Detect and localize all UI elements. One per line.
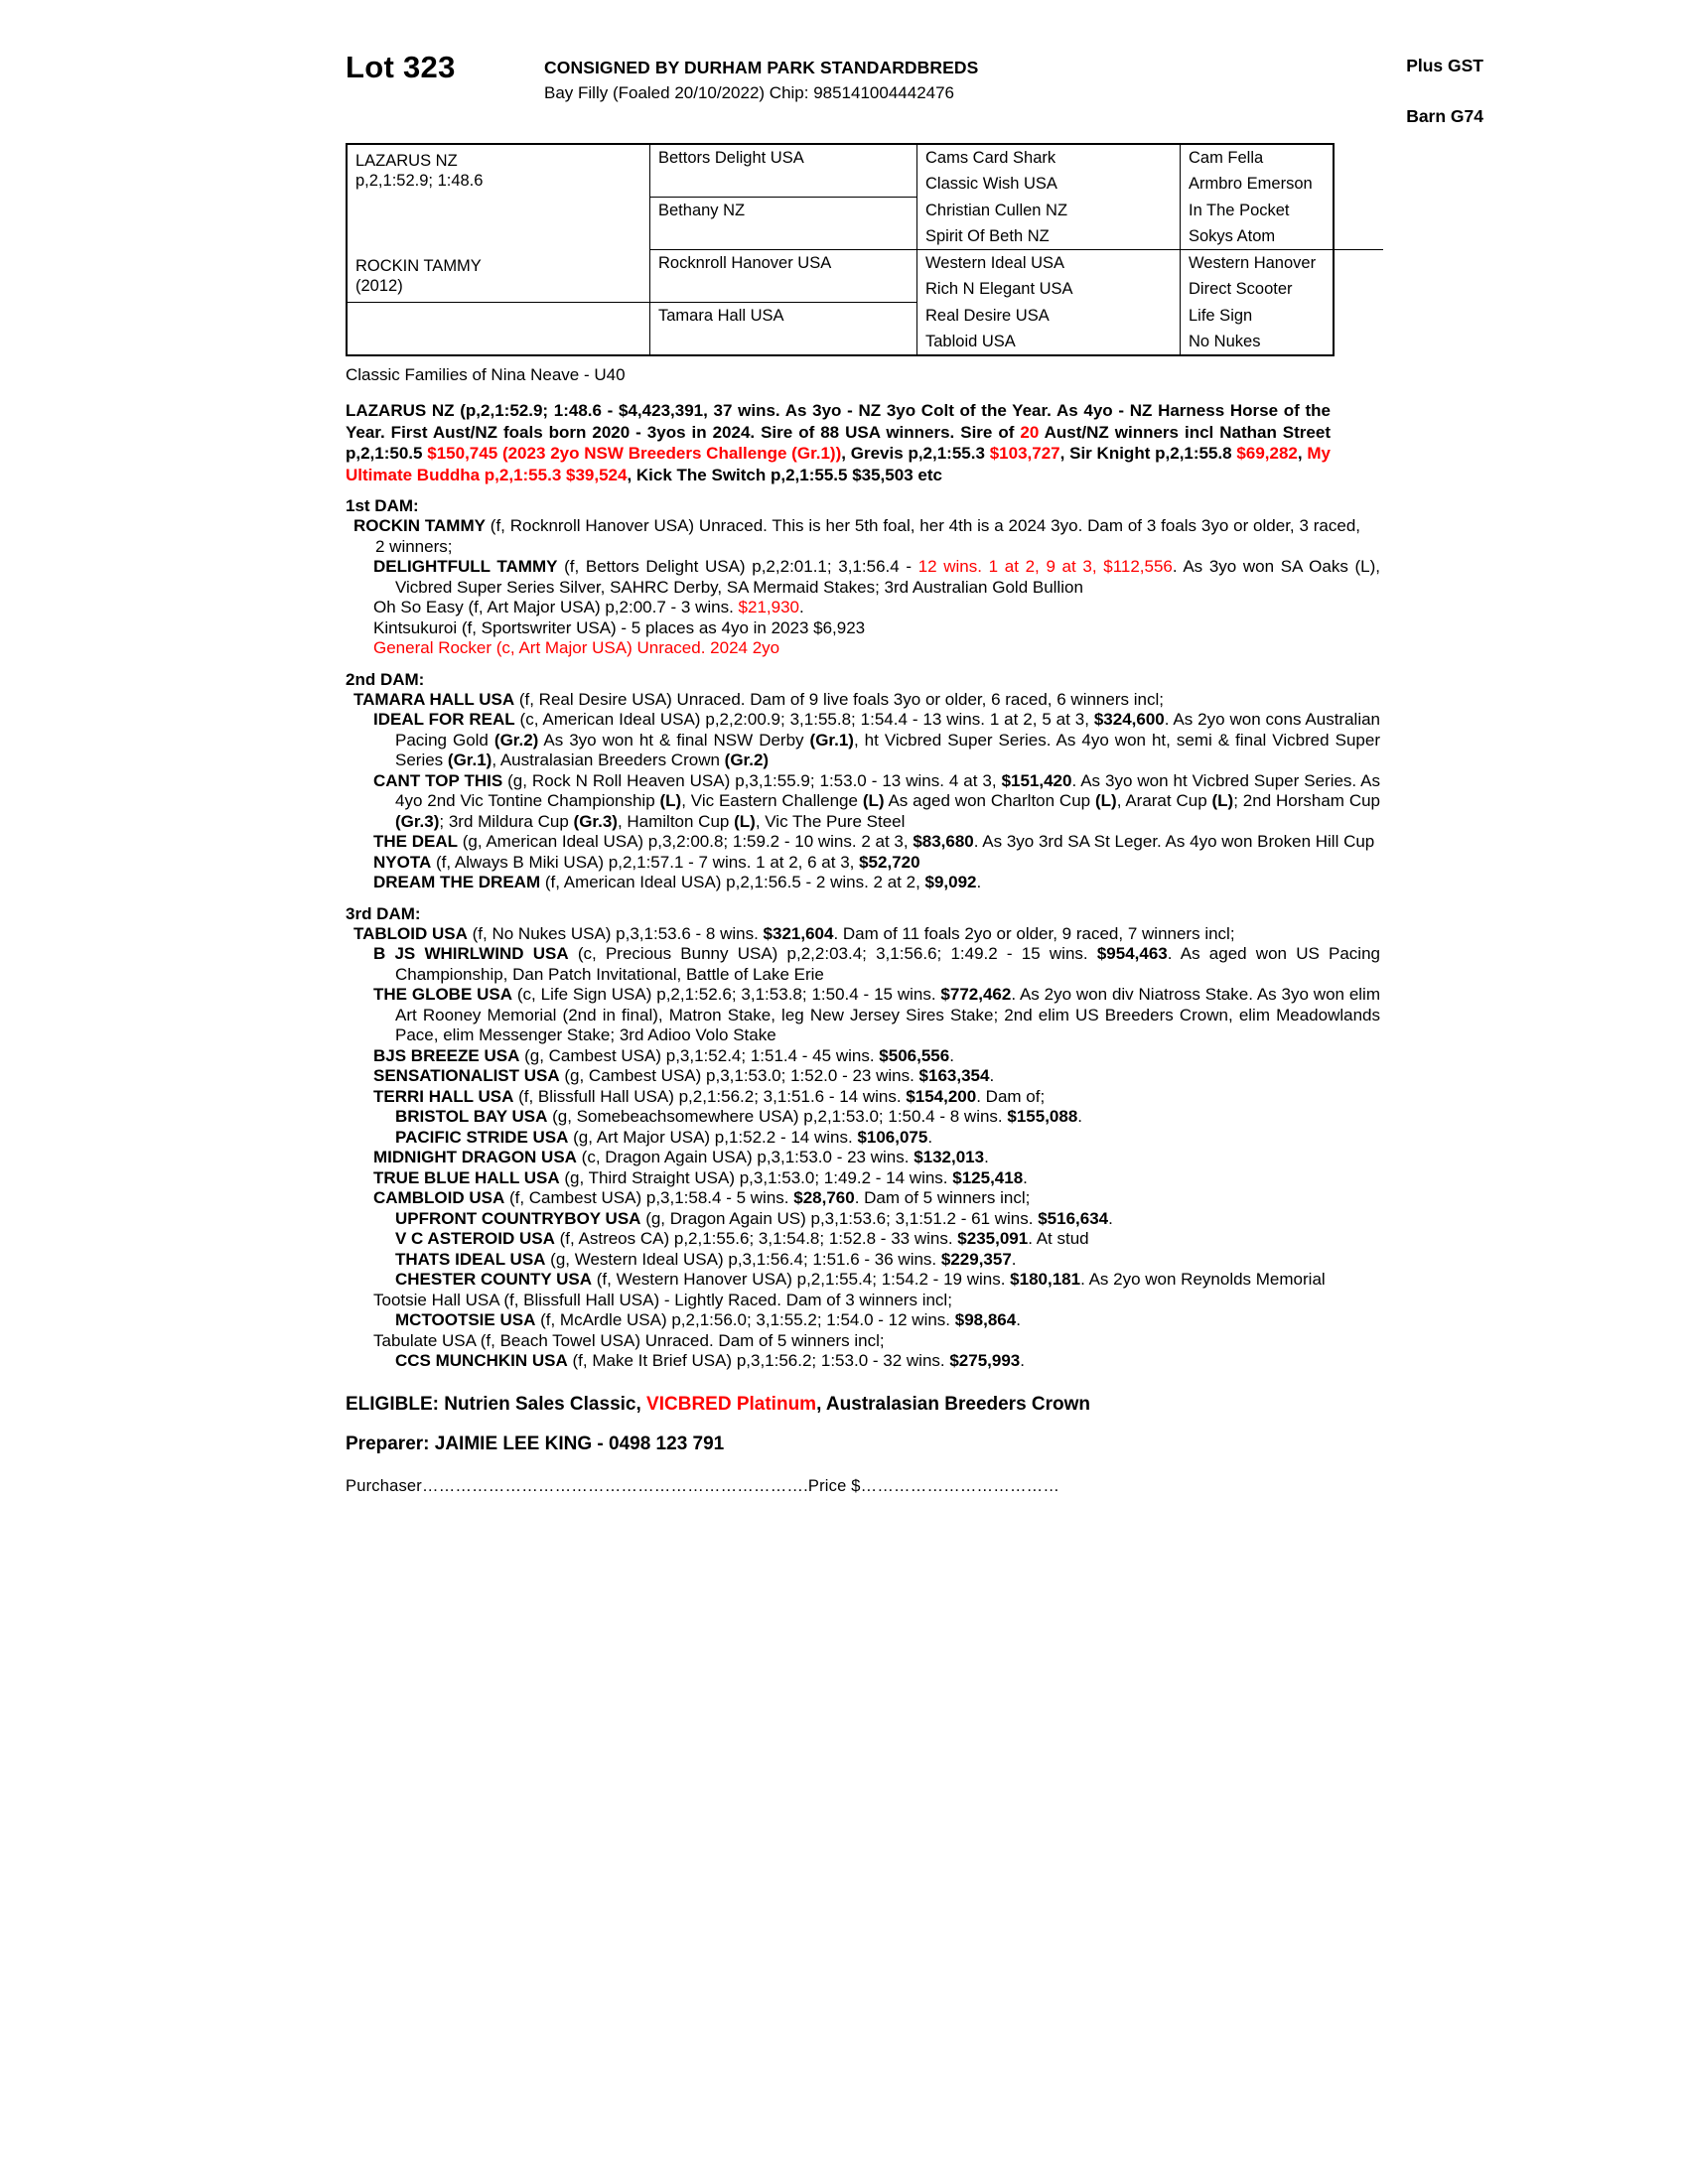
foal-detail-b: . As 3yo won SA Oaks (L), Vicbred Super Series Silver, SAHRC Derby, SA Mermaid Stakes; 3rd Australian Gold Bullion bbox=[395, 557, 1380, 597]
pedigree-cell-r6c2: Tamara Hall USA bbox=[650, 303, 917, 330]
list-item: BJS BREEZE USA (g, Cambest USA) p,3,1:52.4; 1:51.4 - 45 wins. $506,556. bbox=[373, 1045, 954, 1065]
sire-summary-part2: Aust/NZ winners incl Nathan Street p,2,1:50.5 bbox=[346, 422, 1331, 463]
sire-summary-part4: , Sir Knight p,2,1:55.8 bbox=[1059, 444, 1237, 463]
pedigree-table bbox=[346, 143, 1335, 356]
sire-summary-part6: , Kick The Switch p,2,1:55.5 $35,503 etc bbox=[627, 465, 942, 484]
third-dam-heading: 3rd DAM: bbox=[346, 903, 421, 923]
list-item: TERRI HALL USA (f, Blissfull Hall USA) p,2,1:56.2; 3,1:51.6 - 14 wins. $154,200. Dam of; bbox=[373, 1086, 1046, 1106]
pedigree-cell-r2c3: Christian Cullen NZ bbox=[917, 198, 1181, 224]
purchaser-line: Purchaser…………………………………………………………….Price $……………………………… bbox=[346, 1476, 1060, 1495]
list-item: Tootsie Hall USA (f, Blissfull Hall USA) - Lightly Raced. Dam of 3 winners incl; bbox=[373, 1290, 952, 1309]
pedigree-cell-r0c3: Cams Card Shark bbox=[917, 145, 1181, 171]
list-item bbox=[373, 598, 1380, 618]
foal-name: Oh So Easy bbox=[373, 598, 464, 616]
pedigree-cell-r1c4: Armbro Emerson bbox=[1189, 175, 1313, 194]
second-dam-intro: TAMARA HALL USA (f, Real Desire USA) Unraced. Dam of 9 live foals 3yo or older, 6 raced, 6 winners incl; bbox=[353, 689, 1164, 709]
page-header bbox=[346, 44, 1589, 135]
list-item: BRISTOL BAY USA (g, Somebeachsomewhere USA) p,2,1:53.0; 1:50.4 - 8 wins. $155,088. bbox=[395, 1107, 1083, 1126]
list-item: CCS MUNCHKIN USA (f, Make It Brief USA) p,3,1:56.2; 1:53.0 - 32 wins. $275,993. bbox=[395, 1351, 1025, 1370]
foal-name: DELIGHTFULL TAMMY bbox=[373, 557, 558, 576]
list-item: MIDNIGHT DRAGON USA (c, Dragon Again USA) p,3,1:53.0 - 23 wins. $132,013. bbox=[373, 1148, 989, 1166]
sire-summary-part1: LAZARUS NZ (p,2,1:52.9; 1:48.6 - $4,423,391, 37 wins. As 3yo - NZ 3yo Colt of the Year. As 4yo - NZ Harness Horse of the Year. First Aust/NZ foals born 2020 - 3yos in 2024. Sire of 88 USA winners. Sire of bbox=[346, 401, 1331, 442]
dam-year: (2012) bbox=[355, 276, 403, 295]
sire-summary-red1: 20 bbox=[1020, 422, 1040, 442]
list-item: IDEAL FOR REAL (c, American Ideal USA) p,2,2:00.9; 3,1:55.8; 1:54.4 - 13 wins. 1 at 2, 5 at 3, $324,600. As 2yo won cons Australian Pacing Gold (Gr.2) As 3yo won ht & final NSW Derby (Gr.1), ht Vicbred Super Series. As 4yo won ht, semi & final Vicbred Super Series (Gr.1), Australasian Breeders Crown (Gr.2) bbox=[373, 710, 1381, 769]
foal-detail-a: (f, Bettors Delight USA) p,2,2:01.1; 3,1:56.4 - bbox=[557, 557, 918, 576]
pedigree-cell-r2c2: Bethany NZ bbox=[650, 198, 917, 224]
foal-detail-b: . bbox=[799, 598, 804, 616]
list-item: UPFRONT COUNTRYBOY USA (g, Dragon Again US) p,3,1:53.6; 3,1:51.2 - 61 wins. $516,634. bbox=[395, 1208, 1113, 1228]
list-item: THATS IDEAL USA (g, Western Ideal USA) p,3,1:56.4; 1:51.6 - 36 wins. $229,357. bbox=[395, 1249, 1017, 1269]
pedigree-cell-r3c2 bbox=[650, 223, 917, 250]
sire-summary-red2: $150,745 (2023 2yo NSW Breeders Challenge (Gr.1)) bbox=[427, 444, 842, 463]
pedigree-cell-r4c3: Western Ideal USA bbox=[917, 250, 1181, 277]
list-item: TRUE BLUE HALL USA (g, Third Straight USA) p,3,1:53.0; 1:49.2 - 14 wins. $125,418. bbox=[373, 1167, 1028, 1187]
pedigree-dam-cell bbox=[348, 250, 650, 303]
pedigree-cell-r7c3: Tabloid USA bbox=[917, 329, 1181, 354]
pedigree-cell-r5c4: Direct Scooter bbox=[1189, 280, 1293, 299]
pedigree-cell-r1c3: Classic Wish USA bbox=[917, 171, 1181, 198]
sire-name: LAZARUS NZ bbox=[355, 152, 458, 171]
list-item: NYOTA (f, Always B Miki USA) p,2,1:57.1 - 7 wins. 1 at 2, 6 at 3, $52,720 bbox=[373, 852, 920, 872]
first-dam-intro: ROCKIN TAMMY (f, Rocknroll Hanover USA) Unraced. This is her 5th foal, her 4th is a 2024 3yo. Dam of 3 foals 3yo or older, 3 raced, 2 winners; bbox=[353, 516, 1360, 556]
list-item: V C ASTEROID USA (f, Astreos CA) p,2,1:55.6; 3,1:54.8; 1:52.8 - 33 wins. $235,091. At stud bbox=[395, 1229, 1089, 1248]
plus-gst-label: Plus GST bbox=[1406, 56, 1483, 75]
third-dam-intro: TABLOID USA (f, No Nukes USA) p,3,1:53.6 - 8 wins. $321,604. Dam of 11 foals 2yo or older, 9 raced, 7 winners incl; bbox=[353, 923, 1235, 943]
pedigree-cell-r4c2: Rocknroll Hanover USA bbox=[650, 250, 917, 277]
classic-families-line: Classic Families of Nina Neave - U40 bbox=[346, 365, 626, 384]
foal-detail-a: (f, Sportswriter USA) - 5 places as 4yo in 2023 $6,923 bbox=[457, 617, 866, 637]
list-item: B JS WHIRLWIND USA (c, Precious Bunny USA) p,2,2:03.4; 3,1:56.6; 1:49.2 - 15 wins. $954,463. As aged won US Pacing Championship, Dan Patch Invitational, Battle of Lake Erie bbox=[373, 944, 1380, 984]
pedigree-cell-r2c4: In The Pocket bbox=[1189, 201, 1290, 219]
dam-name: ROCKIN TAMMY bbox=[355, 256, 482, 275]
lot-number: Lot 323 bbox=[346, 50, 456, 84]
sire-summary-part3: , Grevis p,2,1:55.3 bbox=[841, 444, 990, 463]
pedigree-cell-r6c4: Life Sign bbox=[1189, 306, 1253, 325]
sire-summary-red3: $103,727 bbox=[989, 444, 1060, 463]
list-item: MCTOOTSIE USA (f, McArdle USA) p,2,1:56.0; 3,1:55.2; 1:54.0 - 12 wins. $98,864. bbox=[395, 1310, 1021, 1329]
first-dam-heading: 1st DAM: bbox=[346, 496, 419, 515]
eligible-prefix: ELIGIBLE: Nutrien Sales Classic, bbox=[346, 1393, 647, 1415]
pedigree-cell-r3c3: Spirit Of Beth NZ bbox=[917, 223, 1181, 250]
pedigree-cell-r7c2 bbox=[650, 329, 917, 354]
list-item: CAMBLOID USA (f, Cambest USA) p,3,1:58.4 - 5 wins. $28,760. Dam of 5 winners incl; bbox=[373, 1188, 1031, 1207]
pedigree-cell-r4c4: Western Hanover bbox=[1189, 254, 1317, 272]
foal-name: Kintsukuroi bbox=[373, 617, 458, 637]
eligible-line bbox=[346, 1394, 1589, 1416]
list-item: SENSATIONALIST USA (g, Cambest USA) p,3,1:53.0; 1:52.0 - 23 wins. $163,354. bbox=[373, 1066, 995, 1085]
foal-detail-red: 12 wins. 1 at 2, 9 at 3, $112,556 bbox=[917, 557, 1173, 576]
list-item-unraced-foal: General Rocker (c, Art Major USA) Unraced. 2024 2yo bbox=[373, 638, 780, 657]
foal-detail-a: (f, Art Major USA) p,2:00.7 - 3 wins. bbox=[463, 598, 739, 616]
list-item: CHESTER COUNTY USA (f, Western Hanover USA) p,2,1:55.4; 1:54.2 - 19 wins. $180,181. As 2yo won Reynolds Memorial bbox=[395, 1270, 1326, 1289]
list-item: THE GLOBE USA (c, Life Sign USA) p,2,1:52.6; 3,1:53.8; 1:50.4 - 15 wins. $772,462. As 2yo won div Niatross Stake. As 3yo won elim Art Rooney Memorial (2nd in final), Matron Stake, leg New Jersey Sires Stake; 2nd elim US Breeders Crown, elim Meadowlands Pace, elim Messenger Stake; 3rd Adioo Volo Stake bbox=[373, 985, 1380, 1044]
sire-summary bbox=[346, 400, 1331, 485]
eligible-suffix: , Australasian Breeders Crown bbox=[816, 1393, 1091, 1415]
pedigree-sire-cell bbox=[348, 145, 650, 198]
second-dam-heading: 2nd DAM: bbox=[346, 669, 425, 689]
sire-summary-red5: My Ultimate Buddha p,2,1:55.3 $39,524 bbox=[346, 444, 1331, 484]
list-item: CANT TOP THIS (g, Rock N Roll Heaven USA) p,3,1:55.9; 1:53.0 - 13 wins. 4 at 3, $151,420. As 3yo won ht Vicbred Super Series. As 4yo 2nd Vic Tontine Championship (L), Vic Eastern Challenge (L) As aged won Charlton Cup (L), Ararat Cup (L); 2nd Horsham Cup (Gr.3); 3rd Mildura Cup (Gr.3), Hamilton Cup (L), Vic The Pure Steel bbox=[373, 770, 1380, 831]
pedigree-cell-r3c4: Sokys Atom bbox=[1181, 223, 1384, 250]
pedigree-cell-r7c4: No Nukes bbox=[1189, 333, 1261, 350]
list-item bbox=[373, 618, 1380, 639]
sire-record: p,2,1:52.9; 1:48.6 bbox=[355, 172, 484, 191]
pedigree-cell-r1c2 bbox=[650, 171, 917, 198]
list-item bbox=[373, 557, 1380, 598]
preparer-line: Preparer: JAIMIE LEE KING - 0498 123 791 bbox=[346, 1433, 725, 1454]
pedigree-cell-r5c2 bbox=[650, 276, 917, 303]
list-item: DREAM THE DREAM (f, American Ideal USA) p,2,1:56.5 - 2 wins. 2 at 2, $9,092. bbox=[373, 873, 982, 891]
pedigree-dam-spacer bbox=[348, 303, 650, 355]
sire-summary-part5: , bbox=[1297, 444, 1308, 463]
barn-label: Barn G74 bbox=[1406, 106, 1483, 126]
list-item: Tabulate USA (f, Beach Towel USA) Unraced. Dam of 5 winners incl; bbox=[373, 1330, 885, 1350]
horse-description: Bay Filly (Foaled 20/10/2022) Chip: 985141004442476 bbox=[544, 83, 955, 102]
list-item: PACIFIC STRIDE USA (g, Art Major USA) p,1:52.2 - 14 wins. $106,075. bbox=[395, 1127, 933, 1147]
pedigree-sire-spacer bbox=[348, 198, 650, 250]
eligible-vicbred: VICBRED Platinum bbox=[646, 1393, 817, 1415]
list-item: THE DEAL (g, American Ideal USA) p,3,2:00.8; 1:59.2 - 10 wins. 2 at 3, $83,680. As 3yo 3rd SA St Leger. As 4yo won Broken Hill Cup bbox=[373, 832, 1375, 851]
pedigree-cell-r5c3: Rich N Elegant USA bbox=[917, 276, 1181, 303]
pedigree-cell-r6c3: Real Desire USA bbox=[917, 303, 1181, 330]
pedigree-cell-r0c2: Bettors Delight USA bbox=[650, 145, 917, 171]
pedigree-cell-r0c4: Cam Fella bbox=[1189, 149, 1264, 167]
consignor-line: CONSIGNED BY DURHAM PARK STANDARDBREDS bbox=[544, 58, 979, 77]
sire-summary-red4: $69,282 bbox=[1236, 444, 1298, 463]
foal-detail-red: $21,930 bbox=[738, 598, 799, 616]
